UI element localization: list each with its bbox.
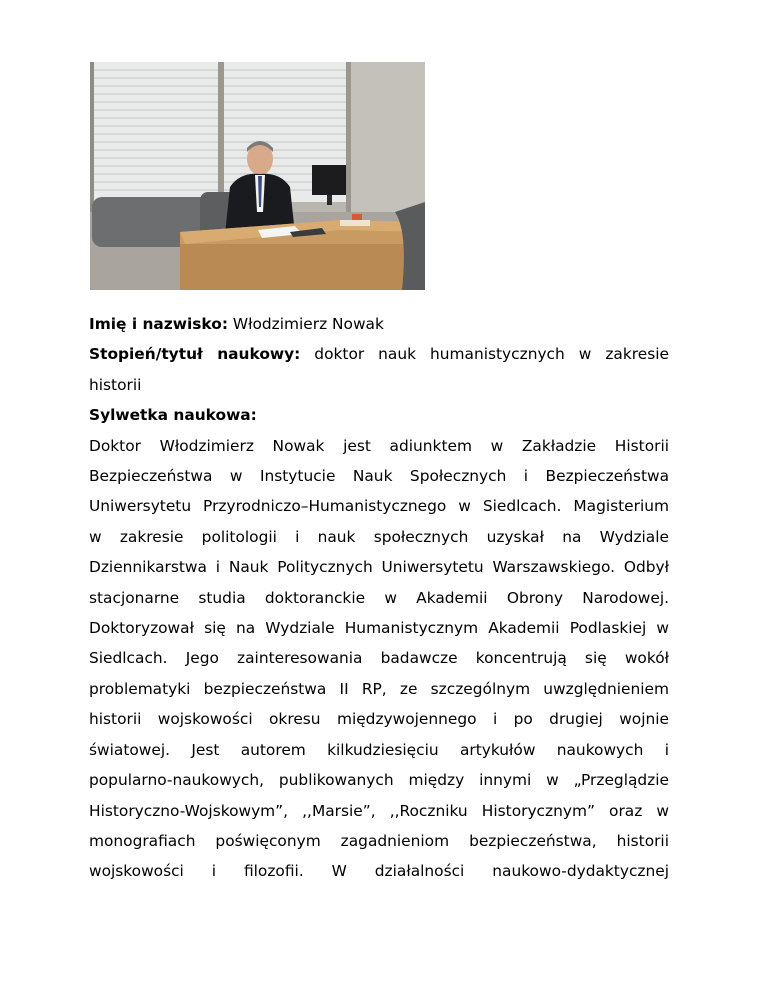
- bio-paragraph: [89, 431, 669, 887]
- bio-line: Dziennikarstwa i Nauk Politycznych Uniwersytetu Warszawskiego. Odbył: [89, 558, 669, 577]
- bio-line: Uniwersytetu Przyrodniczo–Humanistycznego w Siedlcach. Magisterium: [89, 497, 669, 516]
- bio-line: stacjonarne studia doktoranckie w Akademii Obrony Narodowej.: [89, 588, 669, 607]
- bio-line: Doktor Włodzimierz Nowak jest adiunktem w Zakładzie Historii: [89, 436, 669, 455]
- degree-label: Stopień/tytuł naukowy:: [89, 345, 301, 364]
- bio-line: problematyki bezpieczeństwa II RP, ze szczególnym uwzględnieniem: [89, 679, 669, 698]
- portrait-photo: [90, 62, 425, 290]
- bio-line: wojskowości i filozofii. W działalności naukowo-dydaktycznej: [89, 862, 669, 881]
- bio-line: w zakresie politologii i nauk społecznych uzyskał na Wydziale: [89, 527, 669, 546]
- name-row: [89, 309, 669, 339]
- bio-line: Historyczno-Wojskowym”, ,,Marsie”, ,,Roczniku Historycznym” oraz w: [89, 801, 669, 820]
- degree-row: [89, 339, 669, 369]
- degree-value: doktor nauk humanistycznych w zakresie: [300, 345, 669, 364]
- name-label: Imię i nazwisko:: [89, 315, 228, 333]
- degree-row-continued: historii: [89, 375, 142, 394]
- bio-heading: Sylwetka naukowa:: [89, 406, 257, 425]
- profile-content: [89, 309, 669, 887]
- name-value: Włodzimierz Nowak: [227, 315, 384, 333]
- bio-line: popularno-naukowych, publikowanych między innymi w „Przeglądzie: [89, 771, 669, 790]
- bio-line: monografiach poświęconym zagadnieniom bezpieczeństwa, historii: [89, 831, 669, 850]
- bio-line: Bezpieczeństwa w Instytucie Nauk Społecznych i Bezpieczeństwa: [89, 467, 669, 486]
- bio-line: światowej. Jest autorem kilkudziesięciu artykułów naukowych i: [89, 740, 669, 759]
- bio-line: Doktoryzował się na Wydziale Humanistycznym Akademii Podlaskiej w: [89, 619, 669, 638]
- bio-line: historii wojskowości okresu międzywojennego i po drugiej wojnie: [89, 710, 669, 729]
- bio-line: Siedlcach. Jego zainteresowania badawcze koncentrują się wokół: [89, 649, 669, 668]
